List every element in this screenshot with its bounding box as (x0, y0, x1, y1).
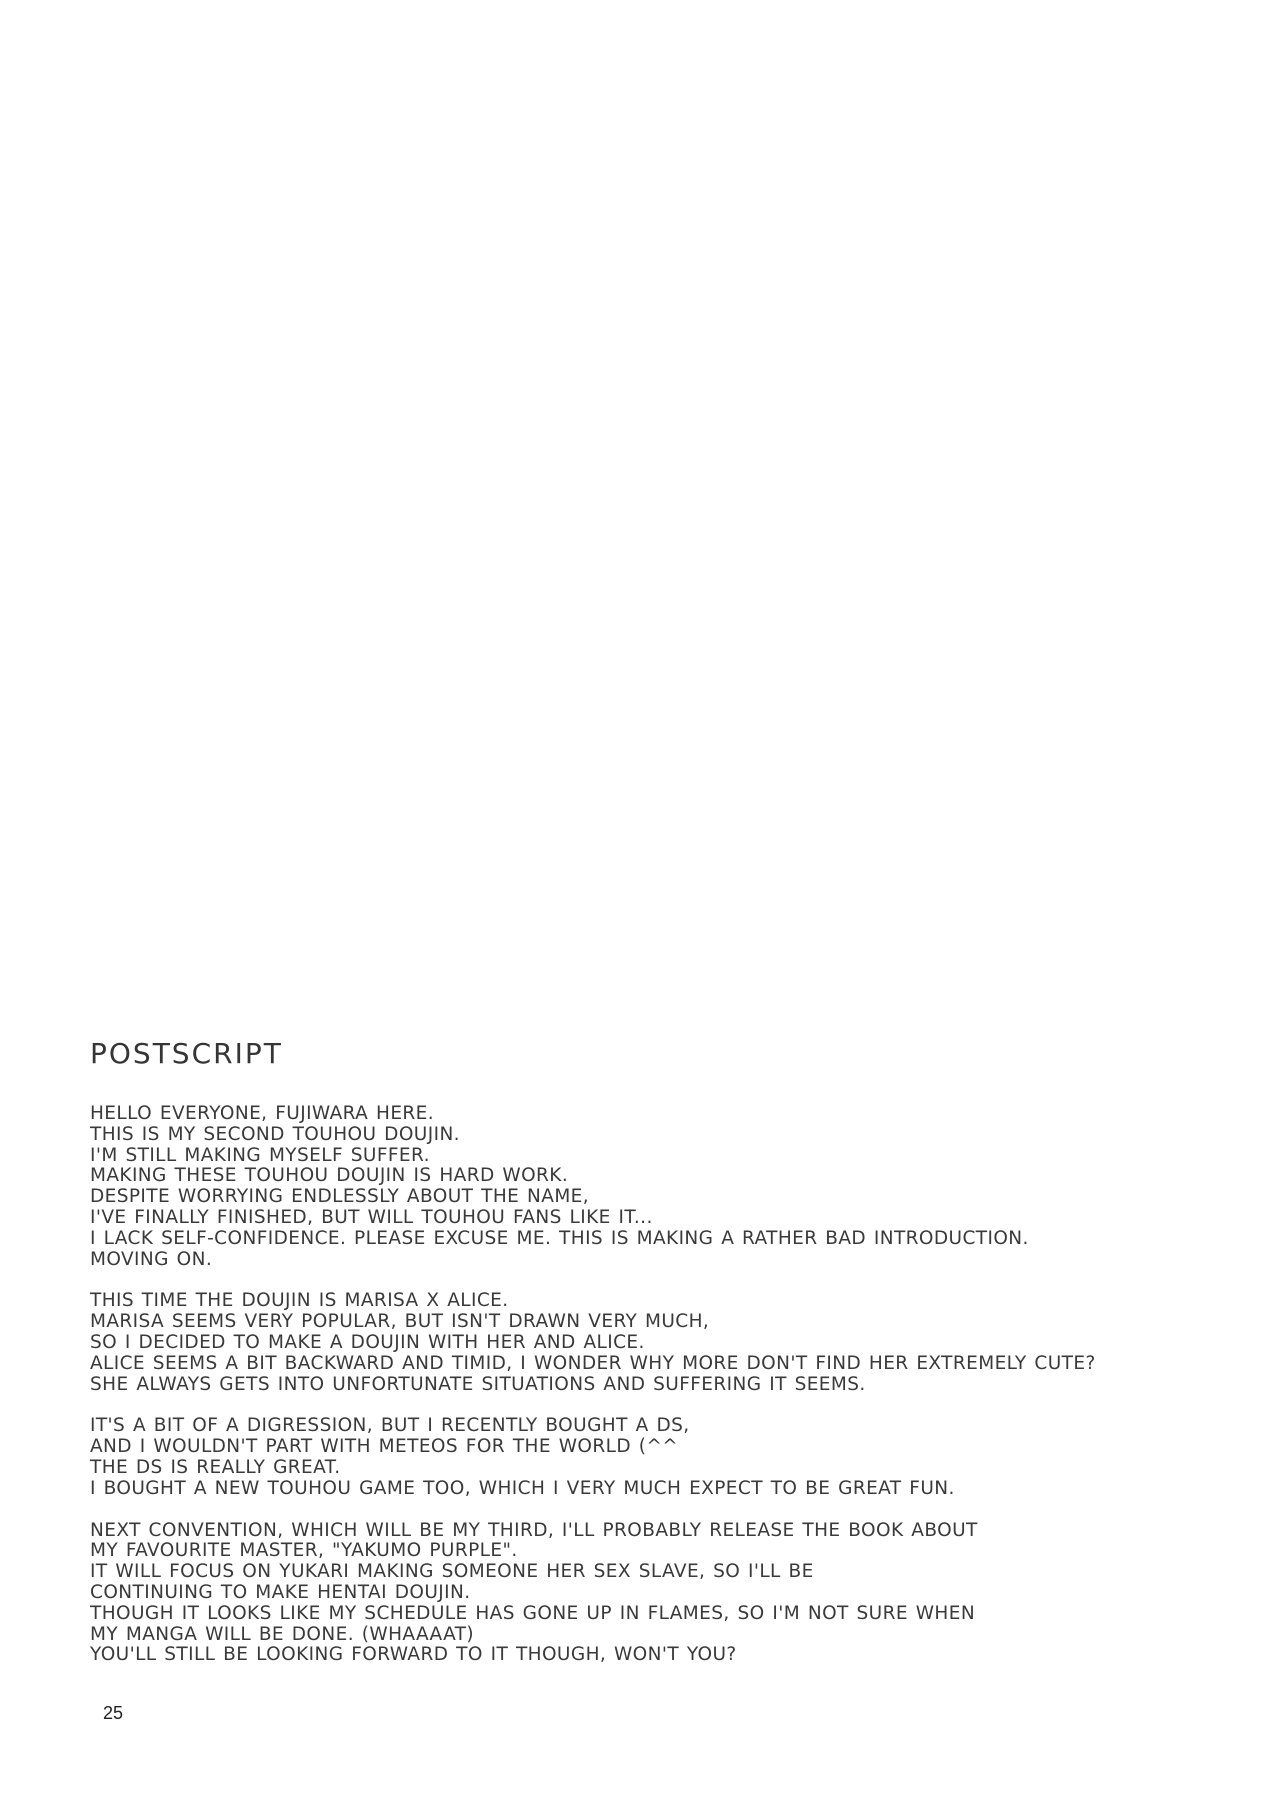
text-line: MAKING THESE TOUHOU DOUJIN IS HARD WORK. (90, 1165, 569, 1187)
text-line: I LACK SELF-CONFIDENCE. PLEASE EXCUSE ME. THIS IS MAKING A RATHER BAD INTRODUCTION. (90, 1227, 1029, 1249)
paragraph (90, 1416, 1254, 1499)
text-line: AND I WOULDN'T PART WITH METEOS FOR THE WORLD (^^ (90, 1436, 679, 1458)
text-line: IT WILL FOCUS ON YUKARI MAKING SOMEONE HER SEX SLAVE, SO I'LL BE (90, 1561, 814, 1583)
text-line: MY MANGA WILL BE DONE. (WHAAAAT) (90, 1623, 475, 1645)
text-line: IT'S A BIT OF A DIGRESSION, BUT I RECENTLY BOUGHT A DS, (90, 1415, 690, 1437)
page-number: 25 (103, 1703, 124, 1723)
text-line: DESPITE WORRYING ENDLESSLY ABOUT THE NAME, (90, 1186, 590, 1208)
text-line: THIS TIME THE DOUJIN IS MARISA X ALICE. (90, 1290, 509, 1312)
text-line: THIS IS MY SECOND TOUHOU DOUJIN. (90, 1123, 460, 1145)
text-line: HELLO EVERYONE, FUJIWARA HERE. (90, 1103, 435, 1124)
page-title: POSTSCRIPT (90, 1037, 283, 1070)
text-line: MARISA SEEMS VERY POPULAR, BUT ISN'T DRAWN VERY MUCH, (90, 1311, 710, 1333)
text-line: MOVING ON. (90, 1248, 213, 1270)
text-line: I'VE FINALLY FINISHED, BUT WILL TOUHOU FANS LIKE IT... (90, 1206, 653, 1228)
paragraph (90, 1291, 1254, 1395)
postscript-section (90, 1037, 1254, 1687)
paragraph (90, 1521, 1254, 1667)
text-line: NEXT CONVENTION, WHICH WILL BE MY THIRD, I'LL PROBABLY RELEASE THE BOOK ABOUT (90, 1519, 978, 1541)
text-line: THOUGH IT LOOKS LIKE MY SCHEDULE HAS GONE UP IN FLAMES, SO I'M NOT SURE WHEN (90, 1602, 976, 1624)
text-line: I BOUGHT A NEW TOUHOU GAME TOO, WHICH I VERY MUCH EXPECT TO BE GREAT FUN. (90, 1477, 955, 1499)
text-line: CONTINUING TO MAKE HENTAI DOUJIN. (90, 1581, 471, 1603)
text-line: MY FAVOURITE MASTER, "YAKUMO PURPLE". (90, 1540, 518, 1562)
text-line: THE DS IS REALLY GREAT. (90, 1456, 341, 1478)
text-line: SO I DECIDED TO MAKE A DOUJIN WITH HER AND ALICE. (90, 1331, 645, 1353)
postscript-body (90, 1104, 1254, 1666)
paragraph (90, 1104, 1254, 1270)
text-line: ALICE SEEMS A BIT BACKWARD AND TIMID, I WONDER WHY MORE DON'T FIND HER EXTREMELY CUTE? (90, 1352, 1096, 1374)
text-line: SHE ALWAYS GETS INTO UNFORTUNATE SITUATIONS AND SUFFERING IT SEEMS. (90, 1373, 866, 1395)
text-line: I'M STILL MAKING MYSELF SUFFER. (90, 1144, 430, 1166)
text-line: YOU'LL STILL BE LOOKING FORWARD TO IT THOUGH, WON'T YOU? (90, 1644, 737, 1666)
